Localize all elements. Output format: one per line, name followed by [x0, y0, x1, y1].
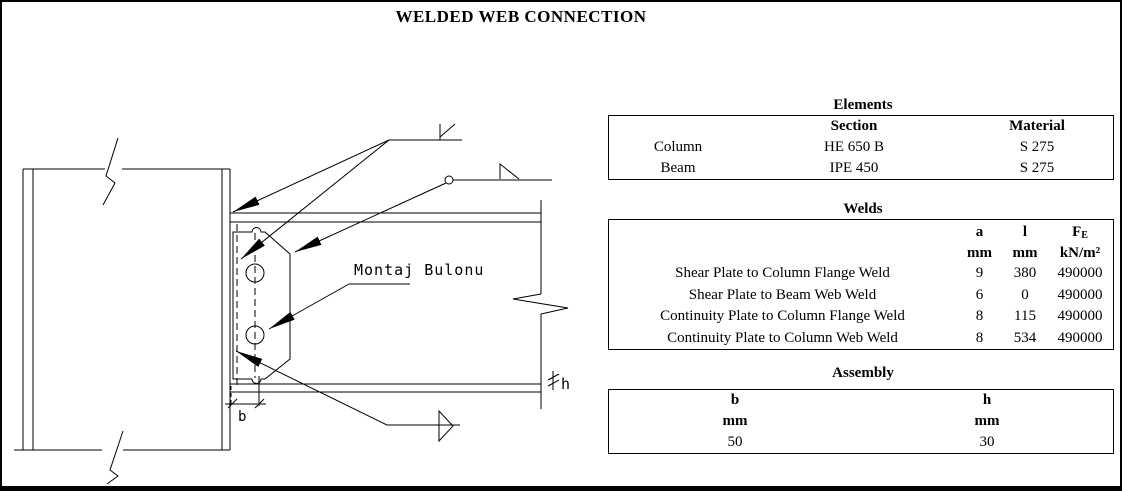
cell-value: 8: [975, 329, 984, 346]
unit-label: mm: [722, 413, 748, 429]
connection-detail-drawing: [2, 2, 602, 491]
column-outline: [14, 138, 230, 484]
elements-table-title: Elements: [833, 97, 893, 113]
column-header: h: [982, 392, 992, 408]
cell-value: 0: [1021, 286, 1029, 303]
dimension-h: [548, 371, 570, 393]
cell-value: 6: [975, 286, 984, 303]
cell-value: 490000: [1057, 286, 1103, 303]
row-label: Continuity Plate to Column Flange Weld: [660, 308, 905, 325]
welds-table-title: Welds: [843, 201, 883, 217]
montaj-bulonu-label: Montaj Bulonu: [354, 261, 485, 279]
cell-value: 115: [1014, 308, 1036, 325]
weld-symbol-bottom: [236, 351, 460, 441]
unit-label: mm: [967, 245, 992, 261]
cell-value: 50: [727, 434, 743, 450]
column-header: Material: [1009, 118, 1065, 134]
unit-label: mm: [974, 413, 1000, 429]
cell-value: S 275: [1019, 139, 1055, 155]
cell-value: 8: [975, 308, 984, 325]
cell-value: S 275: [1019, 160, 1055, 176]
elements-table: [608, 115, 1114, 180]
cell-value: 534: [1013, 329, 1037, 346]
row-label: Shear Plate to Beam Web Weld: [688, 286, 877, 303]
leader-arrow: [233, 140, 389, 212]
page-title: WELDED WEB CONNECTION: [395, 7, 647, 26]
montaj-bulonu-callout: [269, 261, 484, 329]
column-header: l: [1022, 223, 1028, 240]
assembly-table-title: Assembly: [832, 365, 894, 381]
leader-arrow: [269, 284, 349, 329]
row-label: Shear Plate to Column Flange Weld: [675, 265, 890, 282]
cell-value: HE 650 B: [824, 139, 884, 155]
unit-label: kN/m²: [1059, 245, 1101, 261]
row-label: Beam: [660, 160, 696, 176]
cell-value: 490000: [1057, 329, 1103, 346]
shear-plate: [233, 224, 290, 385]
sheet-bottom-border: [2, 486, 1120, 491]
assembly-table: [608, 389, 1114, 454]
row-label: Column: [653, 139, 703, 155]
cell-value: 380: [1013, 265, 1037, 282]
break-symbol-bottom: [107, 431, 123, 484]
cell-value: 490000: [1057, 308, 1103, 325]
cell-value: IPE 450: [829, 160, 879, 176]
break-symbol-top: [103, 138, 118, 205]
dimension-b: [225, 376, 266, 425]
unit-label: mm: [1012, 245, 1038, 261]
dimension-h-label: h: [561, 375, 571, 393]
welds-table: [608, 219, 1114, 350]
weld-symbol-all-around: [295, 164, 552, 252]
leader-arrow: [241, 140, 389, 259]
open-arrowhead: [439, 411, 453, 441]
dimension-b-label: b: [238, 409, 247, 425]
cell-value: 9: [975, 265, 984, 282]
cell-value: 490000: [1057, 265, 1103, 282]
break-symbol-beam: [513, 294, 568, 314]
fillet-flag: [500, 164, 519, 179]
leader-arrow: [295, 183, 446, 252]
column-header: a: [975, 223, 984, 240]
column-header: F $_E$: [1072, 223, 1088, 241]
column-header: b: [730, 392, 740, 408]
cell-value: 30: [979, 434, 995, 450]
beam-outline: [230, 200, 571, 409]
row-label: Continuity Plate to Column Web Weld: [667, 329, 898, 346]
column-header: Section: [830, 118, 878, 134]
